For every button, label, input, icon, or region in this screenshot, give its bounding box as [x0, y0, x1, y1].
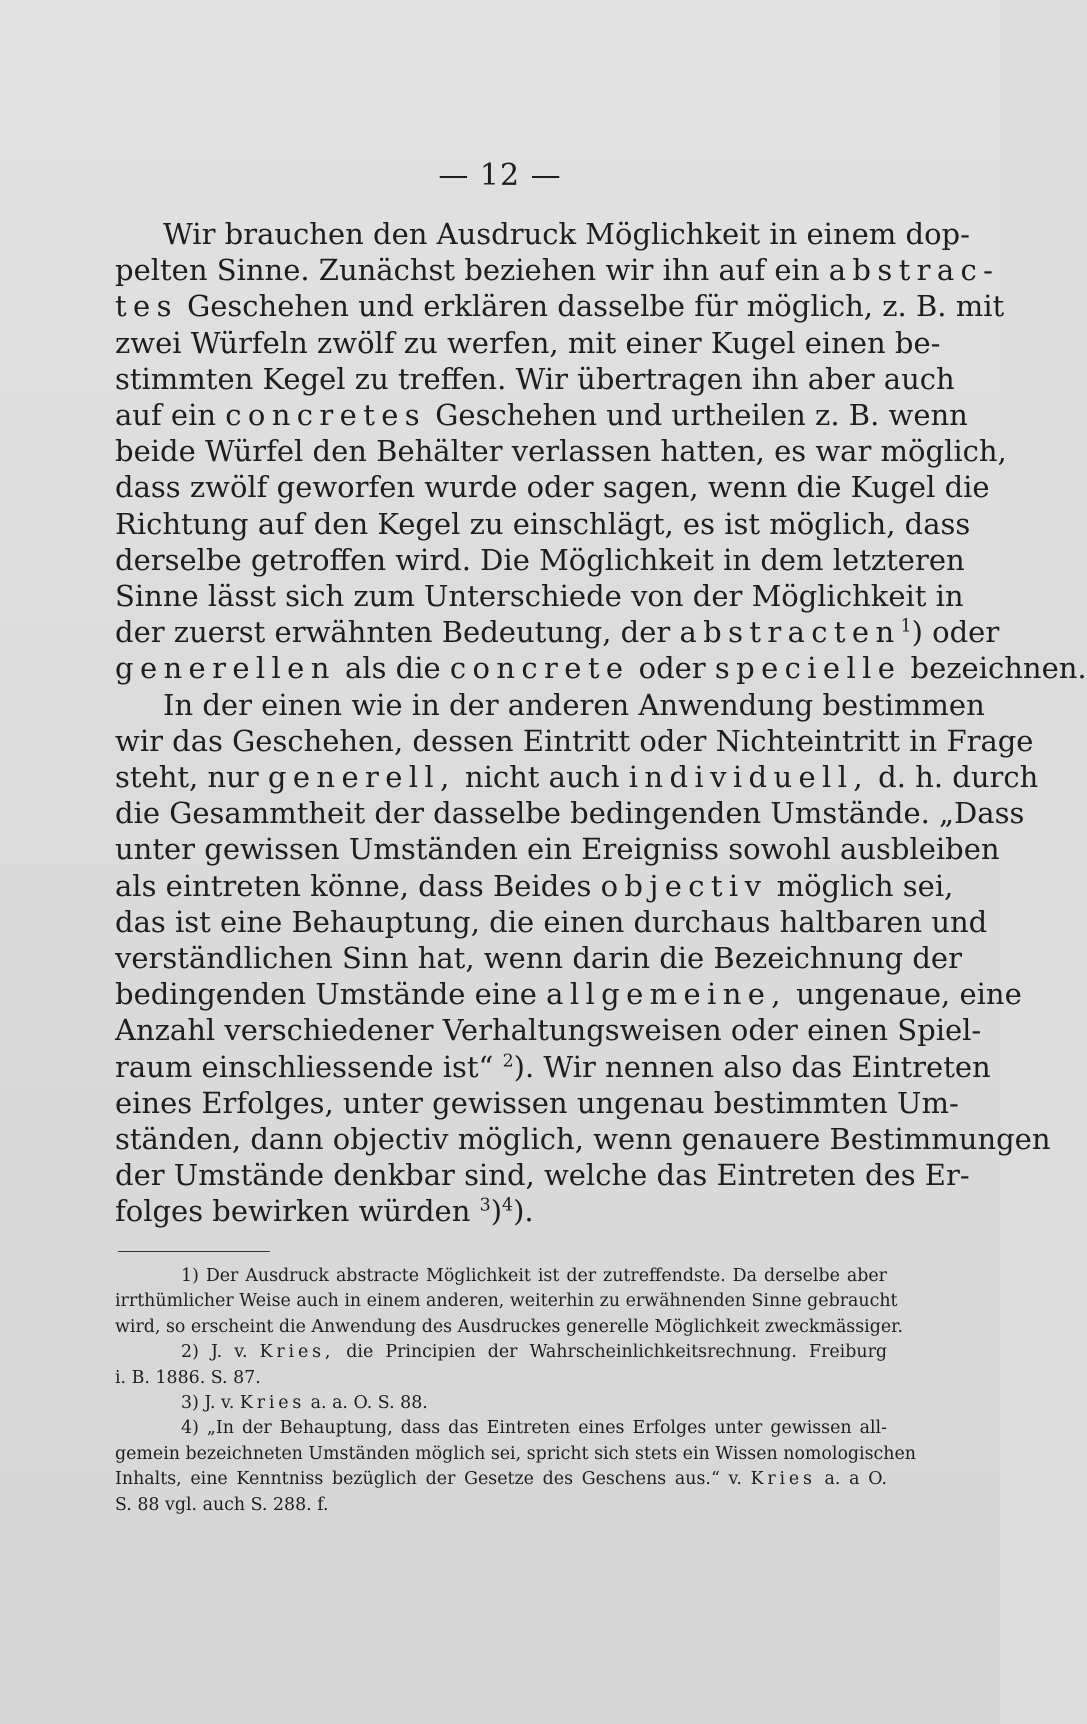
spaced-term: allgemeine, [546, 977, 787, 1012]
footnote-line: S. 88 vgl. auch S. 288. f. [115, 1494, 329, 1515]
spaced-term: tes [115, 289, 178, 324]
text-line: unter gewissen Umständen ein Ereigniss sowohl ausbleiben [115, 832, 1000, 867]
footnote-ref: 3 [479, 1196, 491, 1217]
footnote-ref: 4 [502, 1196, 514, 1217]
text-line: dass zwölf geworfen wurde oder sagen, wenn die Kugel die [115, 470, 990, 505]
footnote-line: 1) Der Ausdruck abstracte Möglichkeit ist der zutreffendste. Da derselbe aber [181, 1266, 887, 1286]
spaced-term: Kries [750, 1469, 816, 1490]
text-line: der zuerst erwähnten Bedeutung, der abstracten$^1$) oder [115, 615, 1000, 650]
text-line: steht, nur generell, nicht auch individuell, d. h. durch [115, 760, 1039, 795]
text-line: folges bewirken würden $^3$)$^4$). [115, 1194, 534, 1229]
footnote-ref: 2 [502, 1051, 514, 1072]
text-line: beide Würfel den Behälter verlassen hatten, es war möglich, [115, 434, 1007, 469]
text-line: Anzahl verschiedener Verhaltungsweisen oder einen Spiel- [115, 1013, 982, 1048]
footnote-line: 2) J. v. Kries, die Principien der Wahrscheinlichkeitsrechnung. Freiburg [181, 1342, 888, 1363]
footnote-line: irrthümlicher Weise auch in einem anderen, weiterhin zu erwähnenden Sinne gebraucht [115, 1291, 898, 1312]
text-line: bedingenden Umstände eine allgemeine, ungenaue, eine [115, 977, 1022, 1012]
footnotes [115, 1264, 916, 1518]
text-line: generellen als die concrete oder specielle bezeichnen. [115, 651, 1087, 686]
text-line: verständlichen Sinn hat, wenn darin die Bezeichnung der [115, 941, 962, 976]
paragraph-2 [115, 687, 1051, 1230]
footnote-line: 4) „In der Behauptung, dass das Eintreten eines Erfolges unter gewissen all- [181, 1418, 887, 1439]
spaced-term: concrete [449, 651, 630, 686]
spaced-term: objectiv [600, 868, 768, 903]
spaced-term: concretes [225, 398, 427, 433]
text-line: der Umstände denkbar sind, welche das Eintreten des Er- [115, 1158, 970, 1193]
footnote-ref: 1 [900, 616, 912, 637]
spaced-term: specielle [714, 651, 902, 686]
text-line: Sinne lässt sich zum Unterschiede von der Möglichkeit in [115, 579, 964, 614]
spaced-term: Kries [239, 1393, 306, 1414]
text-line: das ist eine Behauptung, die einen durchaus haltbaren und [115, 904, 988, 939]
footnote-2 [115, 1340, 887, 1391]
text-line: die Gesammtheit der dasselbe bedingenden Umstände. „Dass [115, 796, 1025, 831]
footnote-divider [118, 1251, 270, 1252]
text-line: Richtung auf den Kegel zu einschlägt, es ist möglich, dass [115, 506, 971, 541]
text-line: raum einschliessende ist“ $^2$). Wir nennen also das Eintreten [115, 1049, 991, 1084]
text-line: zwei Würfeln zwölf zu werfen, mit einer Kugel einen be- [115, 325, 941, 360]
text-line: pelten Sinne. Zunächst beziehen wir ihn auf ein abstrac- [115, 253, 1000, 288]
footnote-line: i. B. 1886. S. 87. [115, 1367, 261, 1388]
text-line: eines Erfolges, unter gewissen ungenau bestimmten Um- [115, 1085, 959, 1120]
footnote-4 [115, 1416, 916, 1518]
footnote-1 [115, 1264, 904, 1340]
text-line: stimmten Kegel zu treffen. Wir übertragen ihn aber auch [115, 361, 955, 396]
spaced-term: generell, [267, 760, 456, 795]
text-line: wir das Geschehen, dessen Eintritt oder Nichteintritt in Frage [115, 723, 1034, 758]
body-text [115, 216, 1087, 1230]
text-line: In der einen wie in der anderen Anwendung bestimmen [163, 687, 985, 722]
footnote-3 [115, 1391, 887, 1416]
text-line: tes Geschehen und erklären dasselbe für möglich, z. B. mit [115, 289, 1005, 324]
spaced-term: generellen [115, 651, 336, 686]
footnote-line: wird, so erscheint die Anwendung des Ausdruckes generelle Möglichkeit zweckmässiger. [115, 1316, 904, 1337]
spaced-term: individuell, [628, 760, 869, 795]
page-number: — 12 — [438, 158, 562, 193]
text-line: auf ein concretes Geschehen und urtheilen z. B. wenn [115, 398, 968, 433]
paragraph-1 [115, 216, 1087, 687]
text-line: als eintreten könne, dass Beides objectiv möglich sei, [115, 868, 954, 903]
text-line: derselbe getroffen wird. Die Möglichkeit in dem letzteren [115, 542, 965, 577]
spaced-term: abstracten [679, 615, 901, 650]
footnote-line: 3) J. v. Kries a. a. O. S. 88. [181, 1393, 428, 1414]
spaced-term: Kries, [259, 1342, 335, 1363]
text-line: Wir brauchen den Ausdruck Möglichkeit in einem dop- [163, 217, 970, 251]
footnote-line: gemein bezeichneten Umständen möglich sei, spricht sich stets ein Wissen nomologischen [115, 1443, 916, 1464]
spaced-term: abstrac- [828, 253, 1000, 288]
text-line: ständen, dann objectiv möglich, wenn genauere Bestimmungen [115, 1122, 1051, 1157]
footnote-line: Inhalts, eine Kenntniss bezüglich der Gesetze des Geschens aus.“ v. Kries a. a O. [115, 1469, 887, 1490]
